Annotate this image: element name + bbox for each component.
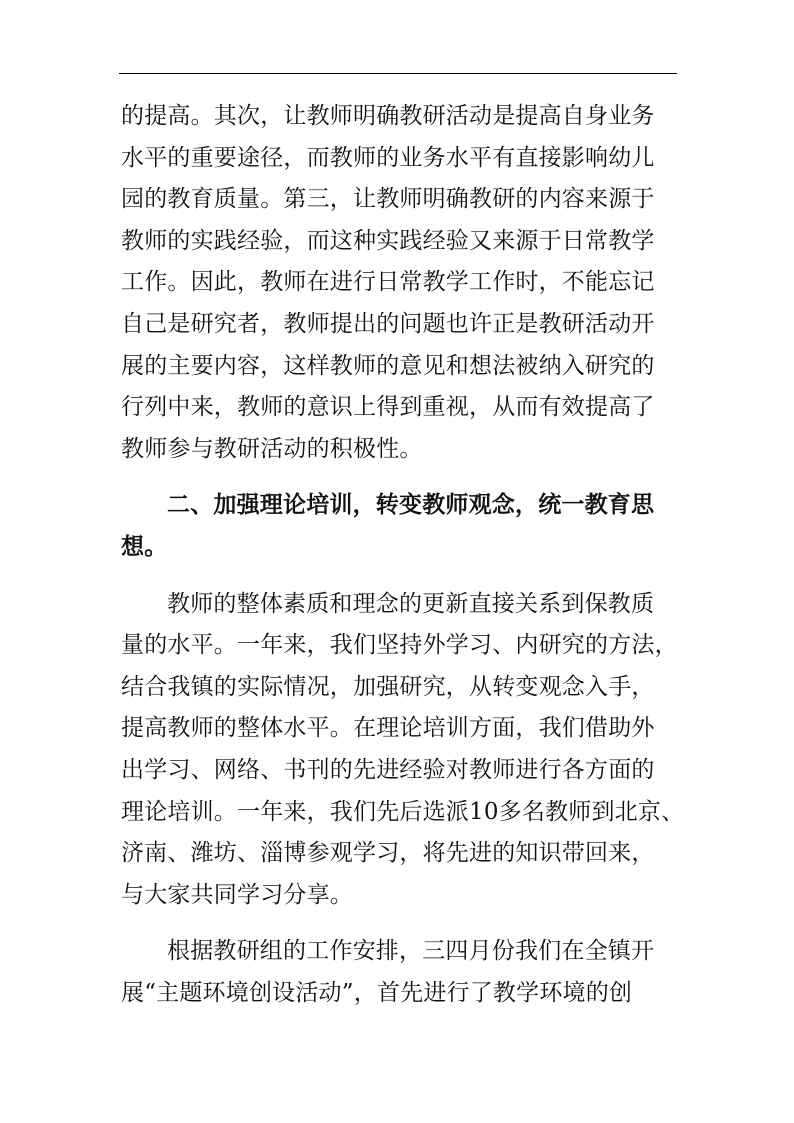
text-line: 理论培训。一年来，我们先后选派10多名教师到北京、 [121, 798, 685, 825]
section-heading [121, 485, 681, 568]
text-line: 济南、潍坊、淄博参观学习，将先进的知识带回来， [121, 840, 655, 867]
text-line: 结合我镇的实际情况，加强研究，从转变观念入手， [121, 673, 655, 700]
paragraph-training [121, 584, 685, 917]
text-line: 教师参与教研活动的积极性。 [121, 435, 423, 462]
text-line: 根据教研组的工作安排，三四月份我们在全镇开 [167, 938, 655, 965]
header-rule [119, 73, 677, 74]
text-line: 教师的整体素质和理念的更新直接关系到保教质 [167, 590, 655, 617]
text-line: 展的主要内容，这样教师的意见和想法被纳入研究的 [121, 352, 655, 379]
text-line: 水平的重要途径，而教师的业务水平有直接影响幼儿 [121, 144, 655, 171]
heading-line: 想。 [121, 533, 168, 560]
text-line: 行列中来，教师的意识上得到重视，从而有效提高了 [121, 394, 655, 421]
text-line: 提高教师的整体水平。在理论培训方面，我们借助外 [121, 715, 655, 742]
heading-line: 二、加强理论培训，转变教师观念，统一教育思 [167, 492, 655, 519]
paragraph-environment [121, 931, 681, 1014]
text-line: 出学习、网络、书刊的先进经验对教师进行各方面的 [121, 756, 655, 783]
text-line: 园的教育质量。第三，让教师明确教研的内容来源于 [121, 186, 655, 213]
paragraph-gap [121, 470, 681, 485]
text-line: 自己是研究者，教师提出的问题也许正是教研活动开 [121, 310, 655, 337]
paragraph-gap [121, 916, 681, 931]
text-line: 展“主题环境创设活动”，首先进行了教学环境的创 [121, 979, 633, 1006]
text-line: 量的水平。一年来，我们坚持外学习、内研究的方法， [121, 632, 678, 659]
paragraph-gap [121, 569, 681, 584]
text-line: 的提高。其次，让教师明确教研活动是提高自身业务 [121, 103, 655, 129]
text-line: 与大家共同学习分享。 [121, 881, 353, 908]
document-body [121, 96, 685, 1014]
text-line: 教师的实践经验，而这种实践经验又来源于日常教学 [121, 227, 655, 254]
text-line: 工作。因此，教师在进行日常教学工作时，不能忘记 [121, 269, 655, 296]
paragraph-continued [121, 96, 681, 470]
